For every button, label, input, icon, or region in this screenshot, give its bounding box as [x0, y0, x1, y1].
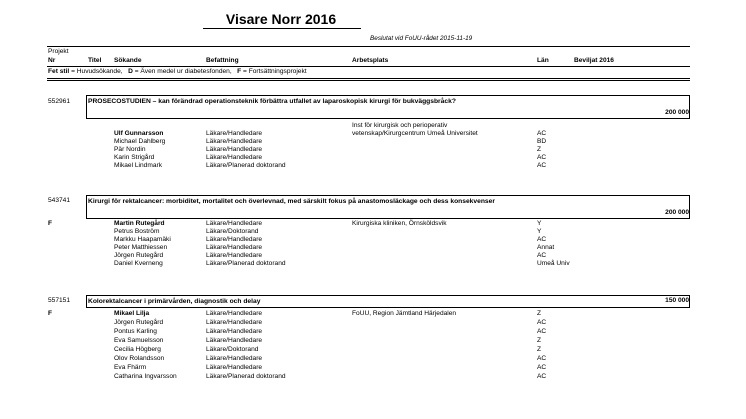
header-titel: Titel [88, 57, 102, 64]
person-name: Daniel Kverneng [114, 260, 163, 267]
person-befattning: Läkare/Doktorand [206, 346, 259, 353]
person-row [0, 131, 746, 139]
person-name: Markku Haapamäki [114, 236, 171, 243]
person-name: Jörgen Rutegård [114, 319, 164, 326]
person-lan: AC [537, 355, 547, 362]
legend-rule-2 [47, 80, 690, 81]
person-row [0, 374, 746, 382]
person-row [0, 139, 746, 147]
person-befattning: Läkare/Handledare [206, 154, 263, 161]
person-arbetsplats: vetenskap/Kirurgcentrum Umeå Universitet [352, 130, 478, 137]
legend-d-text: = Även medel ur diabetesfonden, [132, 68, 232, 75]
person-lan: AC [537, 130, 547, 137]
person-befattning: Läkare/Handledare [206, 337, 263, 344]
project-nr: 543741 [48, 197, 71, 204]
person-lan: AC [537, 364, 547, 371]
project-title: PROSECOSTUDIEN – kan förändrad operationsteknik förbättra utfallet av laparoskopisk kirurgi för bukväggsbråck? [88, 98, 456, 105]
person-befattning: Läkare/Handledare [206, 310, 263, 317]
person-name: Petrus Boström [114, 228, 160, 235]
person-name: Martin Rutegård [114, 220, 165, 227]
person-befattning: Läkare/Handledare [206, 252, 263, 259]
person-befattning: Läkare/Handledare [206, 364, 263, 371]
person-row [0, 229, 746, 237]
person-lan: BD [537, 138, 547, 145]
legend-f-text: = Fortsättningsprojekt [241, 68, 307, 75]
person-name: Peter Matthiessen [114, 244, 168, 251]
person-lan: Y [537, 228, 542, 235]
title-underline [203, 28, 361, 29]
person-row [0, 245, 746, 253]
person-name: Mikael Lilja [114, 310, 150, 317]
person-befattning: Läkare/Handledare [206, 130, 263, 137]
person-row [0, 147, 746, 155]
person-befattning: Läkare/Handledare [206, 355, 263, 362]
document-title: Visare Norr 2016 [225, 11, 337, 27]
header-projekt: Projekt [48, 48, 69, 55]
header-mid-rule [47, 66, 690, 67]
legend-rule-1 [47, 78, 690, 79]
person-arbetsplats: FoUU, Region Jämtland Härjedalen [352, 310, 457, 317]
person-row [0, 253, 746, 261]
person-lan: AC [537, 252, 547, 259]
legend-fet-stil: Fet stil [48, 68, 70, 75]
person-row [0, 221, 746, 229]
person-lan: AC [537, 328, 547, 335]
person-name: Cecilia Högberg [114, 346, 161, 353]
header-lan: Län [537, 57, 549, 64]
person-befattning: Läkare/Handledare [206, 146, 263, 153]
person-name: Jörgen Rutegård [114, 252, 164, 259]
project-title: Kolorektalcancer i primärvården, diagnostik och delay [88, 298, 261, 305]
legend [48, 69, 307, 76]
header-nr: Nr [48, 57, 56, 64]
header-beviljat: Beviljat 2016 [574, 57, 614, 64]
header-top-rule [47, 46, 690, 47]
legend-f-key: F [237, 68, 242, 75]
project-title: Kirurgi för rektalcancer: morbiditet, mortalitet och överlevnad, med särskilt fokus på anastomosläckage och dess konsekvenser [88, 198, 495, 205]
person-befattning: Läkare/Planerad doktorand [206, 260, 286, 267]
person-lan: AC [537, 236, 547, 243]
person-lan: AC [537, 162, 547, 169]
person-lan: Y [537, 220, 542, 227]
person-lan: Z [537, 146, 542, 153]
person-row [0, 356, 746, 364]
person-befattning: Läkare/Handledare [206, 319, 263, 326]
person-lan: Z [537, 346, 542, 353]
project-amount: 200 000 [665, 209, 689, 216]
person-name: Pontus Karling [114, 328, 157, 335]
person-name: Pär Nordin [114, 146, 146, 153]
person-arbetsplats: Kirurgiska kliniken, Örnsköldsvik [352, 220, 447, 227]
person-row [0, 320, 746, 328]
person-row [0, 365, 746, 373]
person-befattning: Läkare/Handledare [206, 138, 263, 145]
person-befattning: Läkare/Planerad doktorand [206, 162, 286, 169]
person-befattning: Läkare/Handledare [206, 220, 263, 227]
person-lan: AC [537, 154, 547, 161]
person-row [0, 155, 746, 163]
person-lan: Z [537, 310, 542, 317]
person-befattning: Läkare/Doktorand [206, 228, 259, 235]
header-befattning: Befattning [206, 57, 239, 64]
person-befattning: Läkare/Planerad doktorand [206, 373, 286, 380]
person-lan: Umeå Univ [537, 260, 570, 267]
person-row [0, 311, 746, 319]
person-lan: Annat [537, 244, 555, 251]
person-row [0, 237, 746, 245]
project-flag: F [48, 220, 53, 227]
person-name: Michael Dahlberg [114, 138, 166, 145]
person-name: Mikael Lindmark [114, 162, 163, 169]
person-row [0, 329, 746, 337]
person-row [0, 338, 746, 346]
header-sokande: Sökande [114, 57, 142, 64]
project-amount: 150 000 [665, 297, 689, 304]
person-name: Catharina Ingvarsson [114, 373, 177, 380]
person-row [0, 347, 746, 355]
person-lan: AC [537, 373, 547, 380]
person-befattning: Läkare/Handledare [206, 244, 263, 251]
person-lan: Z [537, 337, 542, 344]
project-amount: 200 000 [665, 109, 689, 116]
legend-d-key: D [128, 68, 133, 75]
project-nr: 552961 [48, 98, 71, 105]
project-nr: 557151 [48, 297, 71, 304]
person-arbetsplats-line1: Inst för kirurgisk och perioperativ [352, 122, 448, 129]
person-row [0, 163, 746, 171]
legend-fet-text: = Huvudsökande, [69, 68, 123, 75]
person-name: Karin Strigård [114, 154, 155, 161]
project-flag: F [48, 310, 53, 317]
person-befattning: Läkare/Handledare [206, 328, 263, 335]
person-name: Eva Samuelsson [114, 337, 164, 344]
person-name: Olov Rolandsson [114, 355, 165, 362]
person-name: Eva Fhärm [114, 364, 147, 371]
person-lan: AC [537, 319, 547, 326]
person-name: Ulf Gunnarsson [114, 130, 164, 137]
person-row [0, 261, 746, 269]
header-arbetsplats: Arbetsplats [352, 57, 389, 64]
person-befattning: Läkare/Handledare [206, 236, 263, 243]
document-subtitle: Beslutat vid FoUU-rådet 2015-11-19 [370, 35, 473, 42]
